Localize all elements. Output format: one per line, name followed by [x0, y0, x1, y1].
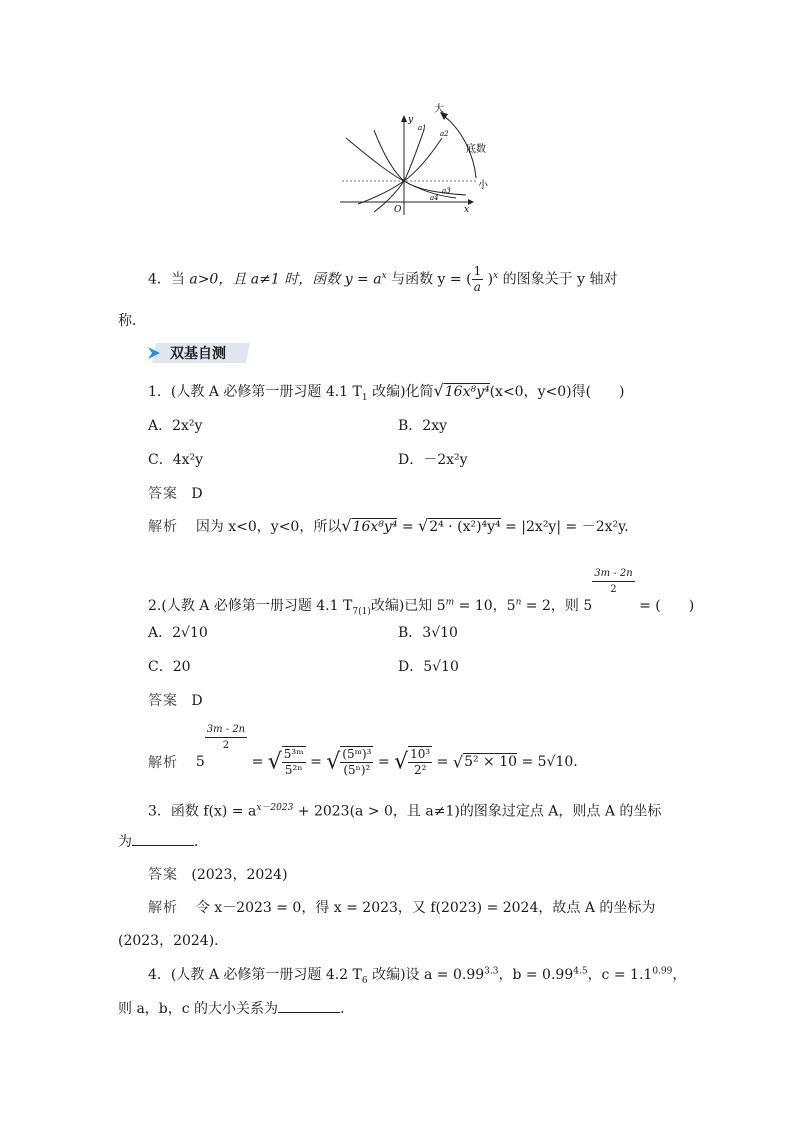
q1-answer-value: D [191, 486, 203, 502]
q3-stem [148, 800, 661, 821]
item4-frac-den: a [473, 280, 481, 294]
q2-answer-value: D [191, 693, 203, 709]
q2-sup-m: m [445, 597, 455, 608]
item4-close: ) [483, 271, 494, 288]
q2-sup-n: n [515, 597, 522, 608]
q3-expl-label: 解析 [148, 900, 178, 916]
item4-cond: a>0，且 a≠1 时，函数 [189, 271, 345, 288]
item4-frac [472, 264, 484, 295]
q2-f3-num: 10³ [410, 747, 431, 761]
radical-icon: √ [394, 749, 409, 775]
q4-stem-sub: 6 [361, 975, 368, 986]
radical-icon: √ [433, 381, 444, 400]
exponential-graph-figure [338, 100, 488, 220]
q2-option-a: A．2√10 [148, 625, 208, 641]
label-a3: a3 [442, 187, 451, 195]
q2-expl-exponent [205, 722, 247, 753]
radical-icon: √ [452, 752, 464, 772]
q2-answer [148, 690, 203, 710]
q3-explanation-line2: (2023，2024)． [118, 933, 229, 949]
q1-option-c: C．4x²y [148, 452, 204, 468]
q4-stem2-end: ． [340, 1001, 355, 1017]
q2-expl-frac1 [282, 746, 306, 778]
q1-cond: (x<0，y<0)得( ) [489, 384, 625, 400]
q1-expl-pre: 因为 x<0，y<0，所以 [195, 519, 342, 535]
q2-stem-end: = ( ) [634, 598, 695, 614]
q1-stem-text: 1．(人教 A 必修第一册习题 4.1 T [148, 384, 362, 400]
q4-end: ， [672, 967, 687, 983]
label-small: 小 [478, 180, 488, 191]
q3-blank [132, 831, 194, 846]
q2-f1-den: 5²ⁿ [284, 763, 303, 777]
radical-icon: √ [326, 749, 341, 775]
q2-option-c: C．20 [148, 659, 191, 675]
q3-answer-value: (2023，2024) [191, 867, 288, 883]
radical-icon: √ [341, 516, 352, 535]
section-badge [146, 341, 252, 365]
label-a4: a4 [430, 194, 439, 202]
q4-mid1: ，b = 0.99 [498, 967, 574, 983]
q2-explanation: 解析 5 $\frac{3m - 2n}{2}$ = √ $\frac{\text{5³ᵐ}}{\text{5²ⁿ}}$ = √ $\frac{\text{(5ᵐ)³}}{\text{(5ⁿ)²}}$ = √ $\frac{\text{10³}}{\text{2²}}$ = √5² × 10 = 5√10. [148, 724, 578, 777]
label-big: 大 [434, 104, 444, 115]
q1-expl-r1: 16x⁸y⁴ [352, 519, 398, 535]
q2-answer-label: 答案 [148, 693, 178, 709]
q1-answer [148, 483, 203, 503]
label-axis-y: y [408, 115, 414, 125]
q2-stem-rest: 改编)已知 5 [370, 598, 446, 614]
q2-expl-frac3 [408, 746, 432, 778]
q2-expl-frac2 [340, 746, 373, 778]
q2-f3-den: 2² [413, 763, 427, 777]
q2-f2-num: (5ᵐ)³ [342, 747, 372, 761]
q2-exponent [592, 566, 634, 597]
q1-stem-sub: 1 [361, 392, 368, 403]
radical-icon: √ [418, 516, 429, 535]
q3-sup: x－2023 [256, 803, 294, 813]
item4-frac-num: 1 [473, 264, 482, 278]
q3-stem2-end: ． [194, 834, 208, 850]
q4-mid2: ，c = 1.1 [587, 967, 653, 983]
section-title: 双基自测 [170, 346, 226, 362]
q2-f2-den: (5ⁿ)² [343, 763, 371, 777]
q4-stem-rest: 改编)设 a = 0.99 [367, 967, 485, 983]
item4-lead: 4．当 [148, 271, 190, 288]
curve-a4 [346, 138, 456, 198]
label-origin: O [394, 205, 402, 215]
q2-expl-end: = 5√10. [517, 754, 578, 770]
y-axis-arrow [401, 115, 407, 122]
q3-stem-text: 3．函数 f(x) = a [148, 803, 257, 820]
q2-expl-base: 5 [195, 754, 205, 770]
q2-stem-text: 2.(人教 A 必修第一册习题 4.1 T [148, 598, 353, 614]
label-axis-x: x [464, 205, 470, 215]
q2-stem-mid2: = 2，则 5 [521, 598, 593, 614]
q1-stem [148, 381, 625, 403]
q3-expl-text: 令 x－2023 = 0，得 x = 2023，又 f(2023) = 2024，故点 A 的坐标为 [195, 900, 656, 916]
item4-line1 [148, 264, 617, 295]
curve-a1 [374, 130, 424, 212]
q4-blank [278, 998, 340, 1013]
q1-explanation [148, 516, 629, 536]
radical-icon: √ [267, 749, 282, 775]
q3-stem-line2 [118, 831, 208, 851]
q2-stem-sub: 7(1) [352, 606, 371, 617]
label-a2: a2 [440, 130, 449, 138]
item4-func1: y = a [344, 271, 382, 288]
q3-stem2: 为 [118, 834, 132, 850]
q2-stem-mid: = 10，5 [454, 598, 516, 614]
item4-mid: 与函数 y = ( [386, 271, 472, 288]
q3-explanation [148, 897, 655, 917]
q4-sup1: 3.3 [484, 966, 499, 977]
label-base: 底数 [466, 144, 486, 155]
q1-option-b: B．2xy [398, 418, 447, 434]
item4-line2: 称． [118, 313, 146, 329]
q2-f1-num: 5³ᵐ [283, 747, 304, 761]
q4-stem-text: 4．(人教 A 必修第一册习题 4.2 T [148, 967, 362, 983]
q1-radicand: 16x⁸y⁴ [444, 384, 490, 400]
q4-sup2: 4.5 [573, 966, 588, 977]
q2-exp-den: 2 [610, 584, 617, 595]
q2-expl-exp-den: 2 [222, 740, 230, 751]
q4-stem2: 则 a，b，c 的大小关系为 [118, 1001, 279, 1017]
q4-stem [148, 964, 686, 986]
q1-expl-r2: 2⁴ · (x²)⁴y⁴ [429, 519, 501, 535]
q1-option-a: A．2x²y [148, 418, 203, 434]
item4-tail: 的图象关于 y 轴对 [498, 271, 618, 288]
q3-stem-rest: + 2023(a > 0，且 a≠1)的图象过定点 A，则点 A 的坐标 [293, 803, 662, 820]
q1-answer-label: 答案 [148, 486, 178, 502]
q2-stem [148, 566, 694, 617]
q2-expl-exp-num: 3m - 2n [205, 722, 247, 738]
q1-expl-eq: = [397, 519, 419, 535]
q3-answer-label: 答案 [148, 867, 178, 883]
q4-sup3: 0.99 [652, 966, 673, 977]
q1-stem-rest: 改编)化简 [367, 384, 434, 400]
q2-option-b: B．3√10 [398, 625, 458, 641]
q2-exp-num: 3m - 2n [592, 566, 634, 582]
q4-stem-line2 [118, 998, 354, 1018]
q1-expl-post: = |2x²y| = －2x²y. [500, 519, 629, 535]
q3-answer [148, 864, 288, 884]
q2-option-d: D．5√10 [398, 659, 459, 675]
q2-expl-r4: 5² × 10 [464, 754, 518, 770]
item4-sup-x: x [381, 270, 387, 281]
q1-option-d: D．－2x²y [398, 452, 468, 468]
label-a1: a1 [418, 124, 427, 132]
q2-expl-label: 解析 [148, 755, 178, 771]
q1-expl-label: 解析 [148, 519, 178, 535]
item4-sup-x2: x [493, 270, 499, 281]
